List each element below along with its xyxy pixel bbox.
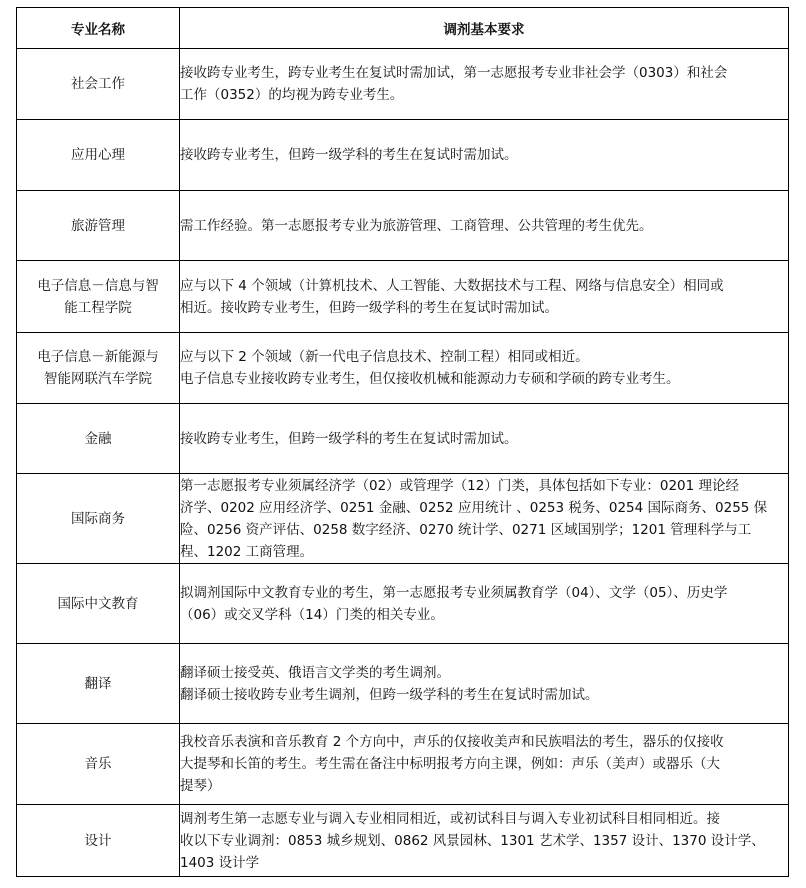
table-row [17, 49, 789, 120]
requirement-line: 接收跨专业考生，但跨一级学科的考生在复试时需加试。 [180, 147, 518, 163]
requirement-line: 程、1202 工商管理。 [180, 543, 314, 560]
requirement-line: 相近。接收跨专业考生，但跨一级学科的考生在复试时需加试。 [180, 299, 558, 316]
requirement-line: 接收跨专业考生，但跨一级学科的考生在复试时需加试。 [180, 430, 518, 447]
table-row [17, 191, 789, 261]
requirement-cell [180, 261, 789, 333]
major-name-line: 社会工作 [71, 76, 125, 92]
table-row [17, 261, 789, 333]
requirement-line: 电子信息专业接收跨专业考生，但仅接收机械和能源动力专硕和学硕的跨专业考生。 [180, 371, 680, 387]
requirement-line: 翻译硕士接受英、俄语言文学类的考生调剂。 [180, 664, 450, 681]
requirement-line: 1403 设计学 [180, 854, 260, 871]
major-name-cell [17, 644, 180, 724]
requirement-line: 第一志愿报考专业须属经济学（02）或管理学（12）门类，具体包括如下专业：0201 理论经 [180, 477, 740, 494]
header-major-name: 专业名称 [17, 8, 180, 49]
major-name-line: 应用心理 [71, 147, 125, 163]
major-name-cell [17, 404, 180, 474]
major-name-cell [17, 261, 180, 333]
requirement-line: 收以下专业调剂：0853 城乡规划、0862 风景园林、1301 艺术学、1357 设计、1370 设计学、 [180, 832, 765, 849]
major-name-cell [17, 564, 180, 644]
major-name-cell [17, 474, 180, 564]
table-row [17, 805, 789, 877]
table-row [17, 120, 789, 191]
requirement-cell [180, 120, 789, 191]
major-name-cell [17, 49, 180, 120]
major-name-line: 音乐 [84, 756, 112, 772]
adjustment-requirements-table [16, 7, 789, 877]
major-name-line: 金融 [84, 430, 112, 447]
major-name-line: 能工程学院 [64, 299, 132, 316]
requirement-cell [180, 404, 789, 474]
requirement-line: 拟调剂国际中文教育专业的考生，第一志愿报考专业须属教育学（04）、文学（05）、历史学 [180, 584, 728, 601]
major-name-cell [17, 724, 180, 805]
requirement-line: 应与以下 4 个领域（计算机技术、人工智能、大数据技术与工程、网络与信息安全）相同或 [180, 277, 724, 294]
major-name-line: 国际中文教育 [57, 595, 139, 612]
requirement-line: 接收跨专业考生，跨专业考生在复试时需加试，第一志愿报考专业非社会学（0303）和社会 [180, 65, 728, 81]
requirement-line: 提琴） [180, 778, 221, 794]
table-header-row [17, 8, 789, 49]
major-name-cell [17, 805, 180, 877]
requirement-line: （06）或交叉学科（14）门类的相关专业。 [180, 606, 444, 623]
requirement-cell [180, 191, 789, 261]
requirement-cell [180, 724, 789, 805]
requirement-line: 工作（0352）的均视为跨专业考生。 [180, 87, 404, 103]
requirement-line: 大提琴和长笛的考生。考生需在备注中标明报考方向主课，例如：声乐（美声）或器乐（大 [180, 756, 720, 772]
requirement-cell [180, 805, 789, 877]
requirement-cell [180, 474, 789, 564]
major-name-line: 智能网联汽车学院 [44, 371, 152, 387]
header-requirements: 调剂基本要求 [180, 8, 789, 49]
major-name-cell [17, 333, 180, 404]
major-name-line: 旅游管理 [71, 217, 125, 234]
requirement-line: 我校音乐表演和音乐教育 2 个方向中，声乐的仅接收美声和民族唱法的考生，器乐的仅接收 [180, 734, 724, 750]
major-name-cell [17, 120, 180, 191]
requirement-line: 应与以下 2 个领域（新一代电子信息技术、控制工程）相同或相近。 [180, 349, 589, 365]
table-row [17, 564, 789, 644]
requirement-line: 翻译硕士接收跨专业考生调剂，但跨一级学科的考生在复试时需加试。 [180, 686, 599, 703]
major-name-cell [17, 191, 180, 261]
table-row [17, 644, 789, 724]
requirement-line: 调剂考生第一志愿专业与调入专业相同相近，或初试科目与调入专业初试科目相同相近。接 [180, 810, 720, 827]
major-name-line: 电子信息－新能源与 [37, 349, 159, 365]
requirement-cell [180, 49, 789, 120]
major-name-line: 设计 [84, 832, 112, 849]
requirement-line: 济学、0202 应用经济学、0251 金融、0252 应用统计 、0253 税务、0254 国际商务、0255 保 [180, 499, 768, 516]
table-row [17, 333, 789, 404]
requirement-line: 险、0256 资产评估、0258 数字经济、0270 统计学、0271 区域国别学；1201 管理科学与工 [180, 521, 752, 538]
table-row [17, 474, 789, 564]
requirement-cell [180, 644, 789, 724]
major-name-line: 电子信息－信息与智 [37, 277, 159, 294]
major-name-line: 国际商务 [71, 510, 125, 527]
requirement-cell [180, 564, 789, 644]
requirement-cell [180, 333, 789, 404]
requirement-line: 需工作经验。第一志愿报考专业为旅游管理、工商管理、公共管理的考生优先。 [180, 217, 653, 234]
table-row [17, 724, 789, 805]
major-name-line: 翻译 [84, 675, 112, 692]
table-row [17, 404, 789, 474]
